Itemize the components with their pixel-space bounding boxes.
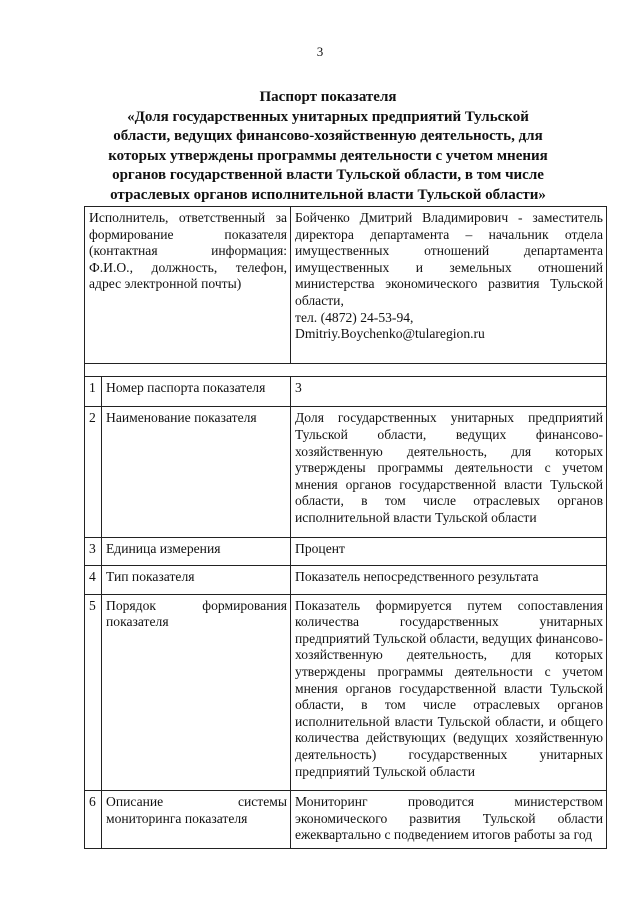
executor-value-line: имущественных отношений департамента [295,243,604,259]
table-row [85,791,607,849]
executor-value-line: области, [295,292,344,308]
row-value: Доля государственных унитарных предприятий Тульской области, ведущих финансово-хозяйственную деятельность, для которых утверждены программы деятельности с учетом мнения органов государственной власти Тульской области, в том числе отраслевых органов исполнительной власти Тульской области [291,407,607,537]
executor-label-line: Исполнитель, ответственный за [89,210,288,225]
title-line: которых утверждены программы деятельности с учетом мнения [108,147,548,164]
title-line: области, ведущих финансово-хозяйственную деятельность, для [113,128,543,144]
table-row [85,566,607,595]
table-row [85,407,607,537]
executor-value-line: министерства экономического развития Тульской [295,276,604,292]
executor-value-line: Dmitriy.Boychenko@tularegion.ru [295,326,485,342]
title-line: «Доля государственных унитарных предприятий Тульской [127,108,529,125]
executor-label-line: Ф.И.О., должность, телефон, [89,259,288,275]
row-label: Описание системы мониторинга показателя [102,791,291,849]
row-number: 2 [85,407,102,537]
row-value: Мониторинг проводится министерством экономического развития Тульской области ежеквартально с подведением итогов работы за год [291,791,607,849]
passport-table [84,206,607,849]
row-number: 3 [85,537,102,566]
row-label: Тип показателя [102,566,291,595]
executor-value-line: Бойченко Дмитрий Владимирович - заместитель [295,210,604,225]
table-spacer-row [85,363,607,376]
executor-value-line: директора департамента – начальник отдела [295,226,604,242]
row-value: Процент [291,537,607,566]
executor-value [291,207,607,364]
executor-label [85,207,291,364]
row-number: 5 [85,594,102,791]
title-line: Паспорт показателя [259,89,397,105]
table-row [85,376,607,407]
row-value: 3 [291,376,607,407]
row-number: 6 [85,791,102,849]
executor-label-line: формирование показателя [89,226,288,242]
executor-value-line: тел. (4872) 24-53-94, [295,309,414,325]
title-line: отраслевых органов исполнительной власти Тульской области» [110,186,546,203]
executor-label-line: (контактная информация: [89,243,288,259]
row-label: Наименование показателя [102,407,291,537]
executor-label-line: адрес электронной почты) [89,276,242,292]
spacer-cell [85,363,607,376]
row-value: Показатель непосредственного результата [291,566,607,595]
title-line: органов государственной власти Тульской области, в том числе [112,167,544,183]
row-label: Номер паспорта показателя [102,376,291,407]
row-number: 1 [85,376,102,407]
table-row [85,594,607,791]
executor-value-line: имущественных и земельных отношений [295,259,604,275]
table-row [85,537,607,566]
page-number: 3 [316,44,324,59]
row-label: Порядок формирования показателя [102,594,291,791]
document-title [84,88,572,205]
row-value: Показатель формируется путем сопоставления количества государственных унитарных предприятий Тульской области, ведущих финансово-хозяйственную деятельность, для которых утверждены программы деятельности с учетом мнения органов государственной власти Тульской области, в том числе отраслевых органов исполнительной власти Тульской области, и общего количества действующих (ведущих хозяйственную деятельность) государственных унитарных предприятий Тульской области [291,594,607,791]
executor-row [85,207,607,364]
row-number: 4 [85,566,102,595]
row-label: Единица измерения [102,537,291,566]
